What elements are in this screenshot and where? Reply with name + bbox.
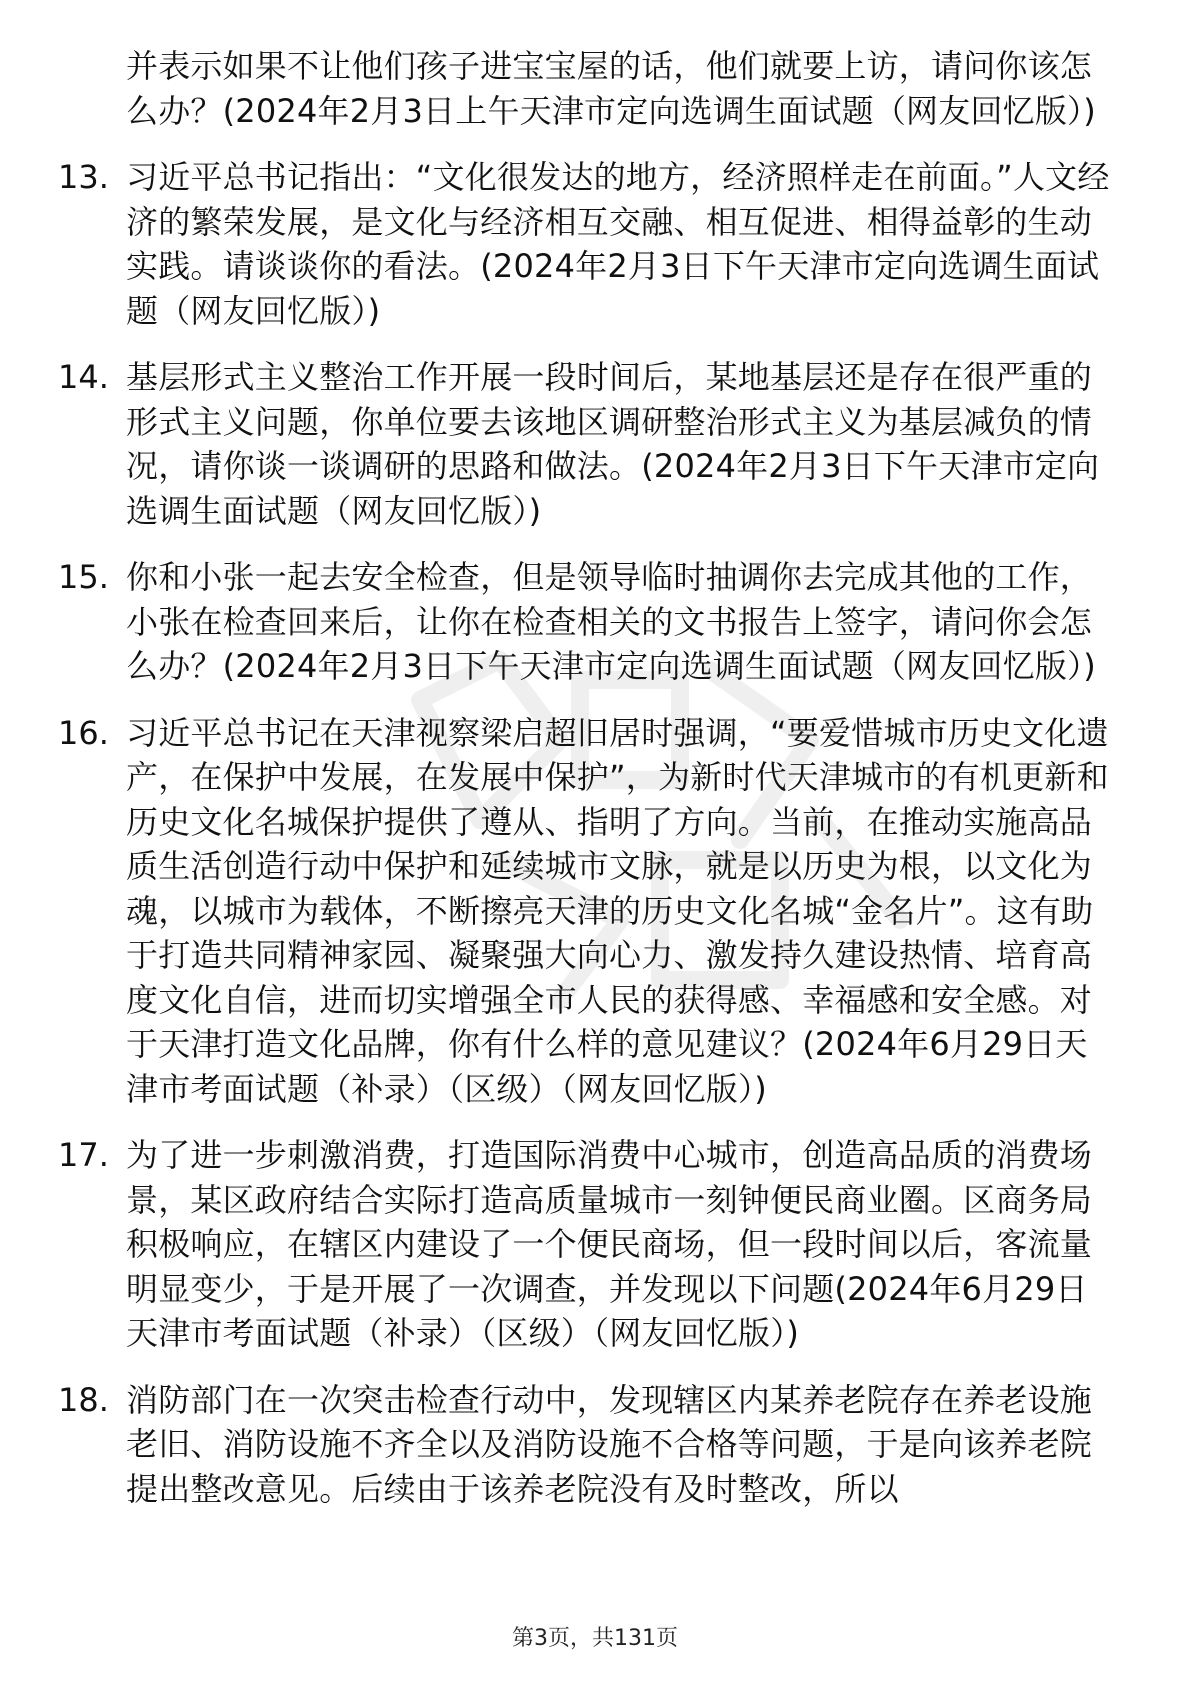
item-number: 17.: [58, 1136, 109, 1174]
item-number: 14.: [58, 358, 109, 396]
item-text: 并表示如果不让他们孩子进宝宝屋的话，他们就要上访，请问你该怎么办？(2024年2月3日上午天津市定向选调生面试题（网友回忆版）): [126, 47, 1096, 130]
list-item: [58, 155, 1118, 333]
list-item: [58, 1133, 1118, 1356]
item-text: 你和小张一起去安全检查，但是领导临时抽调你去完成其他的工作，小张在检查回来后，让你在检查相关的文书报告上签字，请问你会怎么办？(2024年2月3日下午天津市定向选调生面试题（网友回忆版）): [126, 558, 1096, 685]
item-text: 习近平总书记指出：“文化很发达的地方，经济照样走在前面。”人文经济的繁荣发展，是文化与经济相互交融、相互促进、相得益彰的生动实践。请谈谈你的看法。(2024年2月3日下午天津市定向选调生面试题（网友回忆版）): [126, 158, 1110, 330]
list-item: [58, 555, 1118, 689]
item-number: 15.: [58, 558, 109, 596]
item-number: 16.: [58, 713, 109, 752]
item-text: 为了进一步刺激消费，打造国际消费中心城市，创造高品质的消费场景，某区政府结合实际打造高质量城市一刻钟便民商业圈。区商务局积极响应，在辖区内建设了一个便民商场，但一段时间以后，客流量明显变少，于是开展了一次调查，并发现以下问题(2024年6月29日天津市考面试题（补录）（区级）（网友回忆版）): [126, 1136, 1093, 1352]
item-text: 习近平总书记在天津视察梁启超旧居时强调，“要爱惜城市历史文化遗产，在保护中发展，在发展中保护”，为新时代天津城市的有机更新和历史文化名城保护提供了遵从、指明了方向。当前，在推动实施高品质生活创造行动中保护和延续城市文脉，就是以历史为根，以文化为魂，以城市为载体，不断擦亮天津的历史文化名城“金名片”。这有助于打造共同精神家园、凝聚强大向心力、激发持久建设热情、培育高度文化自信，进而切实增强全市人民的获得感、幸福感和安全感。对于天津打造文化品牌，你有什么样的意见建议？(2024年6月29日天津市考面试题（补录）（区级）（网友回忆版）): [126, 713, 1109, 1108]
item-text: 消防部门在一次突击检查行动中，发现辖区内某养老院存在养老设施老旧、消防设施不齐全以及消防设施不合格等问题，于是向该养老院提出整改意见。后续由于该养老院没有及时整改，所以: [126, 1380, 1093, 1508]
list-item: [58, 355, 1118, 533]
item-number: 13.: [58, 158, 109, 196]
question-list: [58, 44, 1118, 1533]
list-item: [58, 44, 1118, 133]
item-text: 基层形式主义整治工作开展一段时间后，某地基层还是存在很严重的形式主义问题，你单位要去该地区调研整治形式主义为基层减负的情况，请你谈一谈调研的思路和做法。(2024年2月3日下午天津市定向选调生面试题（网友回忆版）): [126, 358, 1100, 530]
page-number-footer: 第3页，共131页: [512, 1626, 678, 1651]
list-item: [58, 711, 1118, 1112]
list-item: [58, 1378, 1118, 1512]
item-number: 18.: [58, 1380, 109, 1419]
